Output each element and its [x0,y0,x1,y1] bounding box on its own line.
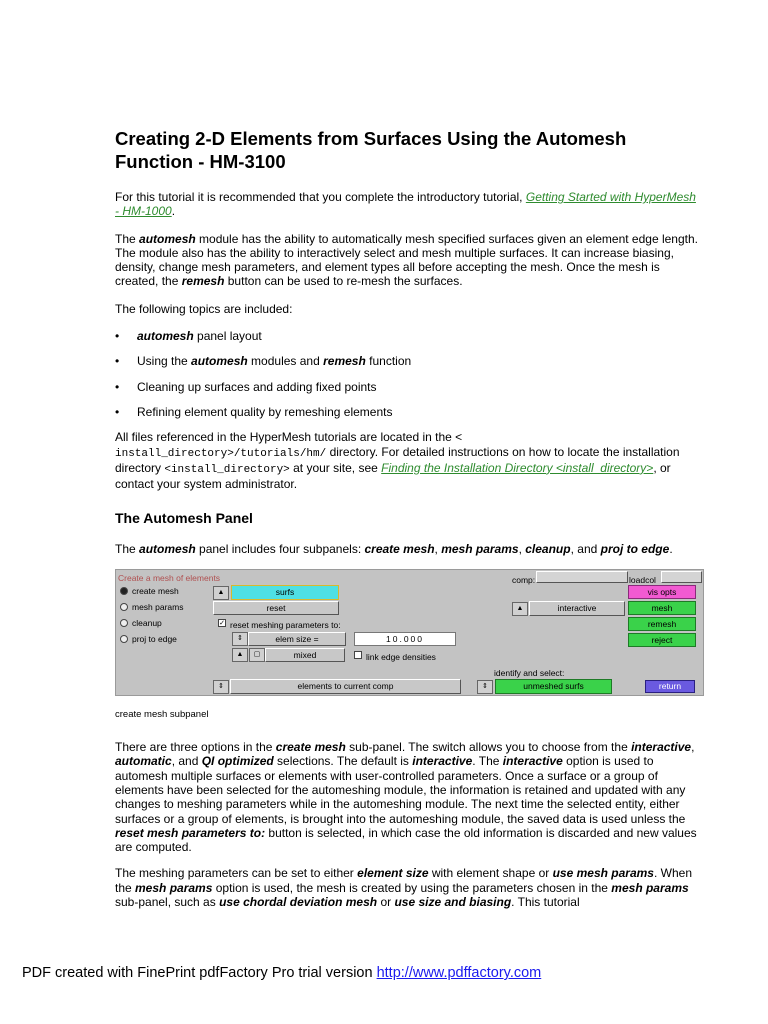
link-getting-started[interactable]: Getting Started with HyperMesh - HM-1000 [115,190,696,219]
radio-proj-to-edge[interactable]: proj to edge [120,632,177,646]
panel-intro: The automesh panel includes four subpanels: create mesh, mesh params, cleanup, and proj to edge. [115,542,673,557]
topics-intro: The following topics are included: [115,301,293,316]
pdffactory-link[interactable]: http://www.pdffactory.com [376,965,542,981]
document-content [115,127,700,922]
radio-dot [120,635,128,643]
radio-cleanup[interactable]: cleanup [120,616,162,630]
radio-create-mesh[interactable]: create mesh [120,584,179,598]
radio-dot [120,587,128,595]
radio-dot [120,619,128,627]
vis-opts-button[interactable]: vis opts [628,585,696,599]
pdf-footer: PDF created with FinePrint pdfFactory Pro trial version http://www.pdffactory.com [22,965,542,981]
toggle-icon[interactable]: ⇕ [477,680,493,694]
identify-label: identify and select: [494,667,565,678]
radio-dot [120,603,128,611]
loadcol-field[interactable] [661,571,702,583]
reset-params-label: reset meshing parameters to: [230,619,341,630]
elem-size-input[interactable]: 10.000 [354,632,456,646]
surfs-selector[interactable]: surfs [231,585,339,600]
unmeshed-surfs-button[interactable]: unmeshed surfs [495,679,612,694]
interactive-button[interactable]: interactive [529,601,625,616]
figure-caption: create mesh subpanel [115,708,209,720]
page-title: Creating 2-D Elements from Surfaces Using the Automesh Function - HM-3100 [115,128,627,172]
reset-params-checkbox[interactable]: ✓ [219,619,225,627]
list-item: • Using the automesh modules and remesh function [115,354,412,369]
element-shape-icon: ▢ [249,648,265,662]
up-arrow-icon[interactable]: ▲ [512,602,528,616]
topics-list [115,329,700,419]
list-item: • automesh panel layout [115,329,262,344]
create-mesh-paragraph: There are three options in the create mesh sub-panel. The switch allows you to choose from the interactive, automatic, and QI optimized selections. The default is interactive. The interactive option is used to automesh multiple surfaces or elements with user-controlled parameters. Once a surface or a group of elements have been selected for the automeshing module, the information is retained and updated with any changes to meshing parameters while in the automeshing module. The next time the selected entity, either surfaces or a group of elements, is brought into the automeshing module, the saved data is used unless the reset mesh parameters to: button is selected, in which case the old information is discarded and new values are computed. [115,740,697,855]
toggle-icon[interactable]: ⇕ [232,632,248,646]
comp-label: comp: [512,574,536,585]
intro-paragraph: For this tutorial it is recommended that you complete the introductory tutorial, Getting Started with HyperMesh - HM-1000. [115,190,696,219]
comp-field[interactable] [536,571,628,583]
radio-mesh-params[interactable]: mesh params [120,600,184,614]
elem-size-button[interactable]: elem size = [248,632,346,646]
loadcol-label: loadcol [629,574,656,585]
elements-to-comp-button[interactable]: elements to current comp [230,679,461,694]
mesh-button[interactable]: mesh [628,601,696,615]
mixed-button[interactable]: mixed [265,648,345,662]
return-button[interactable]: return [645,680,695,693]
automesh-description: The automesh module has the ability to automatically mesh specified surfaces given an element edge length. The module also has the ability to interactively select and mesh multiple surfaces. It can increase biasing, density, change mesh parameters, and element types all before accepting the mesh. Once the mesh is created, the remesh button can be used to re-mesh the surfaces. [115,231,698,289]
meshing-params-paragraph: The meshing parameters can be set to either element size with element shape or use mesh params. When the mesh params option is used, the mesh is created by using the parameters chosen in the mesh params sub-panel, such as use chordal deviation mesh or use size and biasing. This tutorial [115,866,692,910]
remesh-button[interactable]: remesh [628,617,696,631]
link-edge-label: link edge densities [366,651,436,662]
up-arrow-icon[interactable]: ▲ [232,648,248,662]
files-paragraph: All files referenced in the HyperMesh tutorials are located in the < install_directory>/tutorials/hm/ directory. For detailed instructions on how to locate the installation directory <install_directory> at your site, see Finding the Installation Directory <install_directory>, or contact your system administrator. [115,430,680,492]
reset-button[interactable]: reset [213,601,339,615]
automesh-panel-image [115,569,704,696]
list-item: • Refining element quality by remeshing elements [115,404,393,419]
section-title: The Automesh Panel [115,510,253,527]
list-item: • Cleaning up surfaces and adding fixed points [115,379,377,394]
link-edge-checkbox[interactable] [354,651,362,659]
reject-button[interactable]: reject [628,633,696,647]
up-arrow-icon[interactable]: ▲ [213,586,229,600]
panel-title: Create a mesh of elements [118,572,221,583]
link-install-directory[interactable]: Finding the Installation Directory <install_directory> [381,460,654,475]
toggle-icon[interactable]: ⇕ [213,680,229,694]
